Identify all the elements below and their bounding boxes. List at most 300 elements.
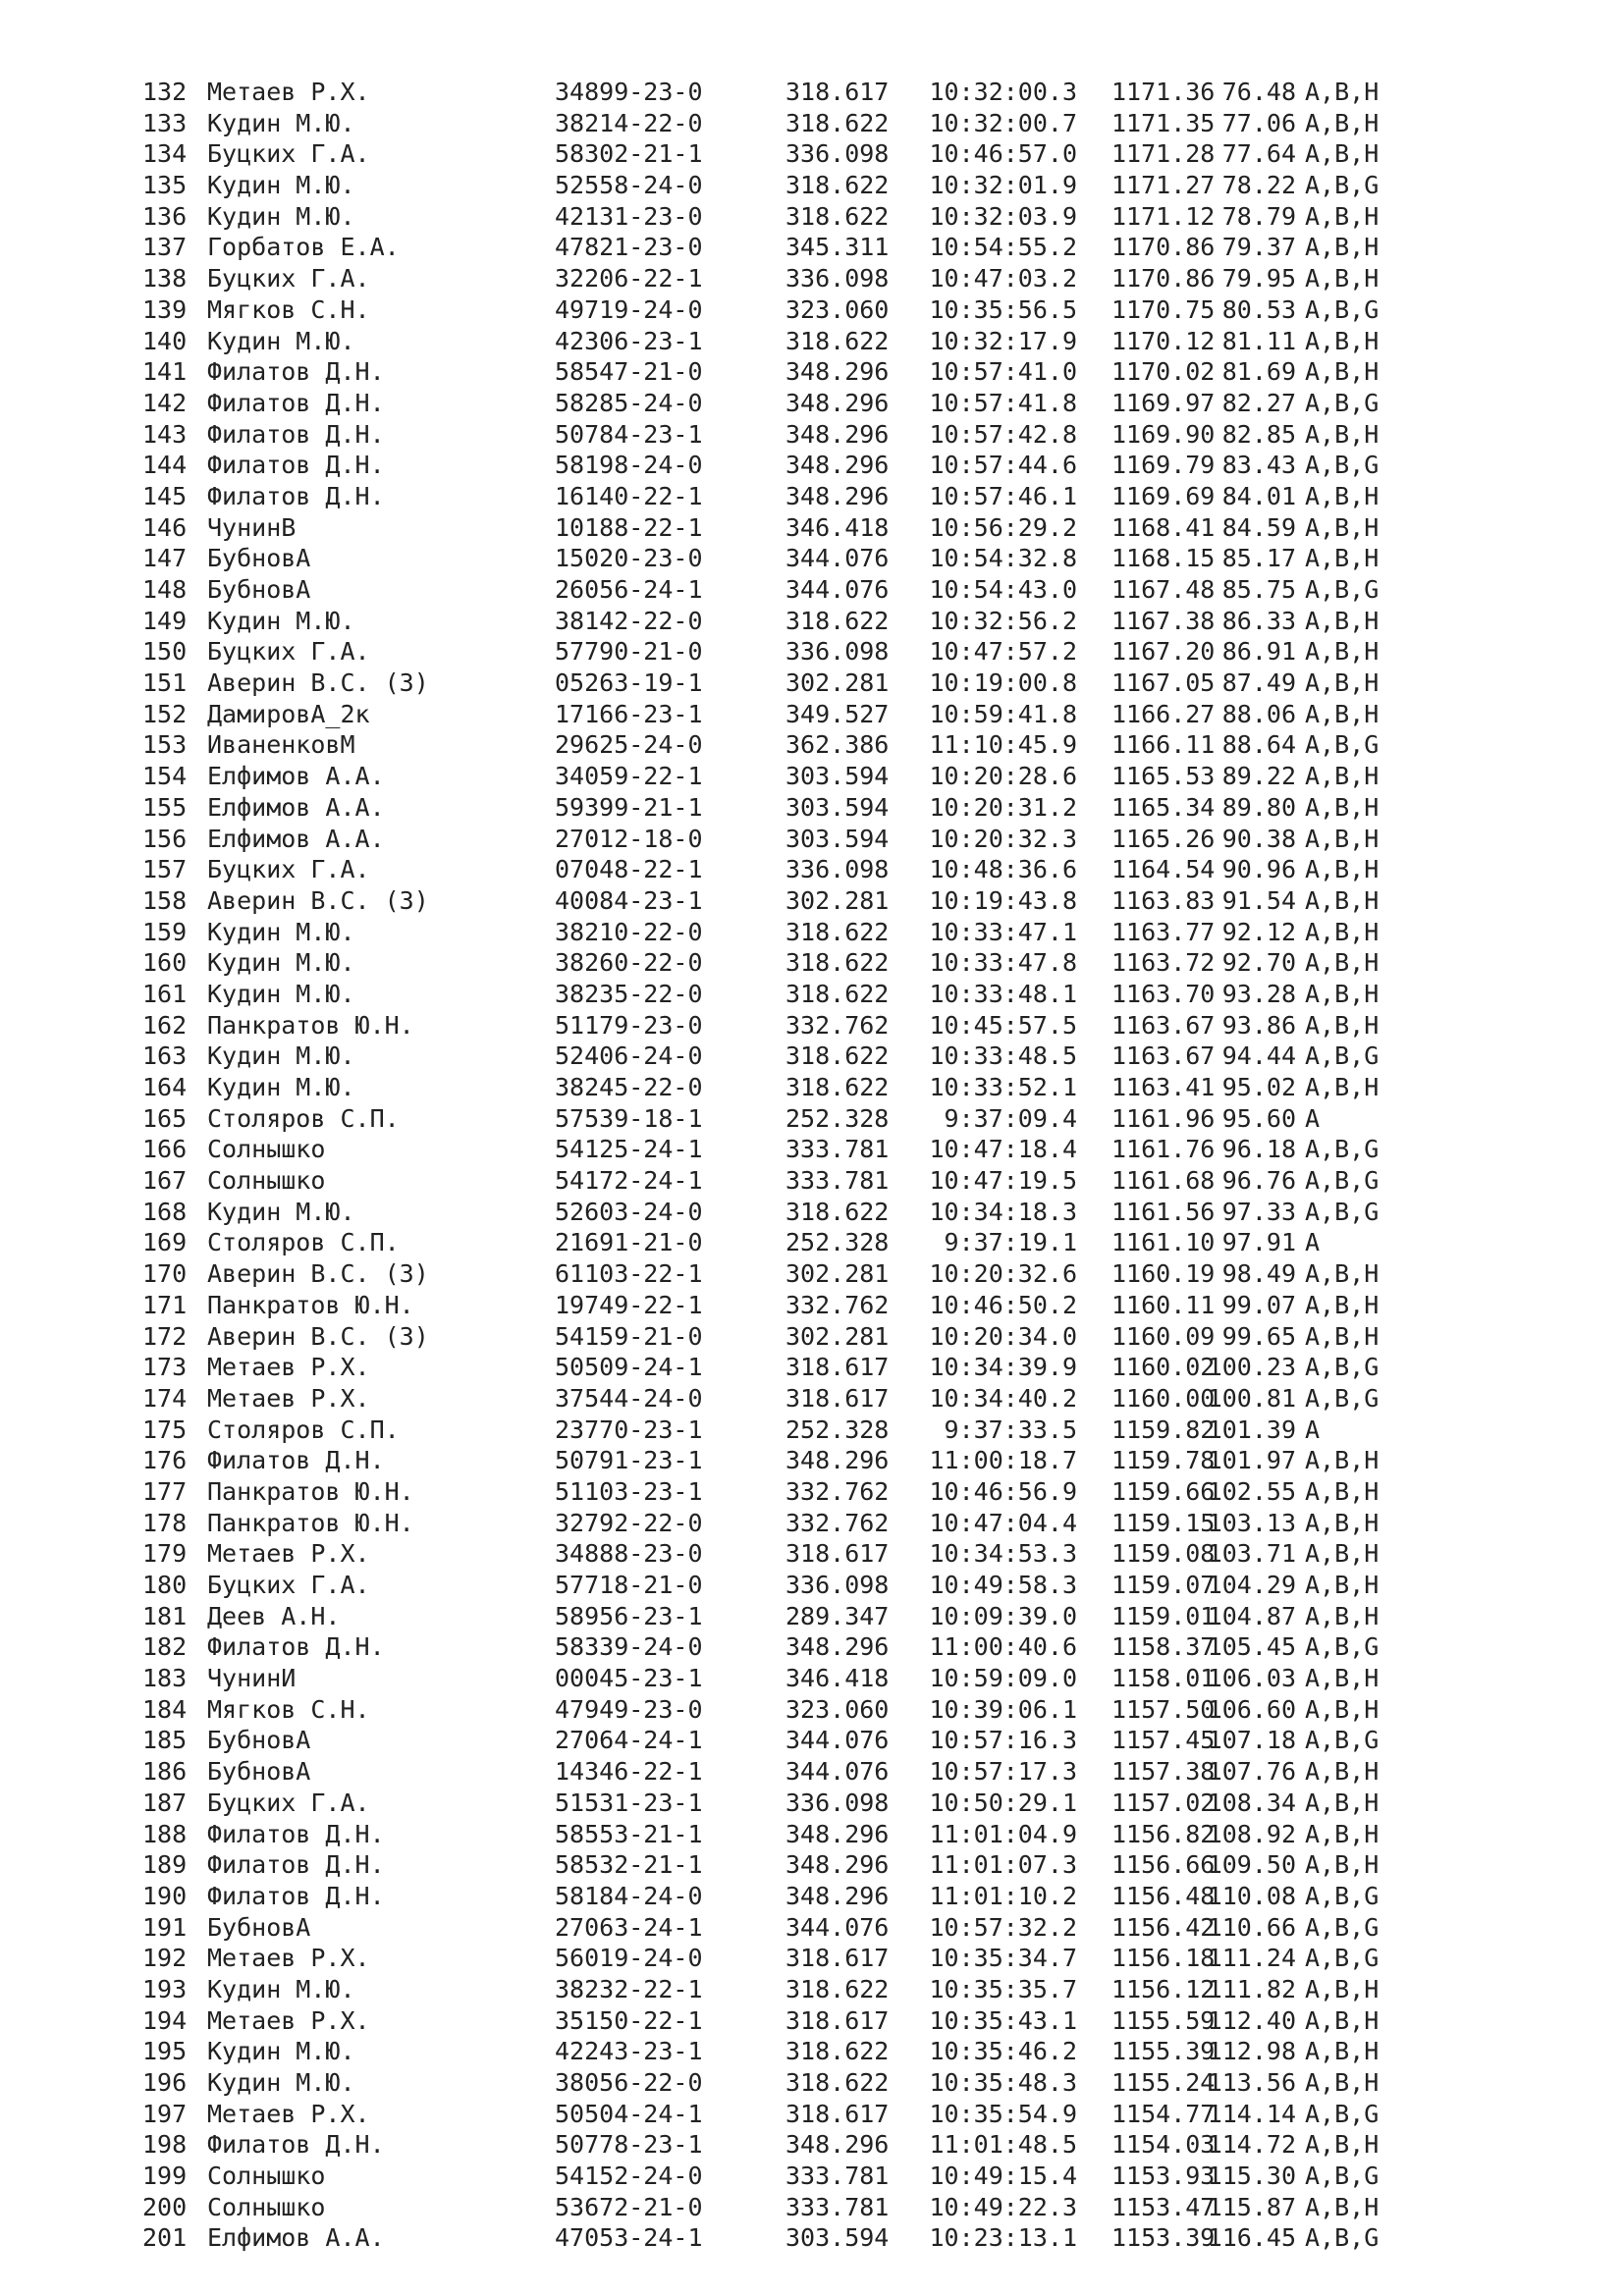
table-row bbox=[142, 419, 1448, 451]
distance: 318.622 bbox=[785, 1197, 890, 1226]
category: A,B,G bbox=[1305, 1383, 1380, 1413]
place-number: 139 bbox=[142, 294, 188, 324]
category: A,B,H bbox=[1305, 762, 1380, 791]
arrival-time: 10:20:34.0 bbox=[929, 1321, 1077, 1351]
ring-number: 58339-24-0 bbox=[555, 1632, 703, 1662]
category: A,B,H bbox=[1305, 1508, 1380, 1537]
points: 83.43 bbox=[1221, 451, 1296, 480]
speed: 1169.69 bbox=[1111, 481, 1216, 510]
distance: 318.622 bbox=[785, 171, 890, 200]
place-number: 165 bbox=[142, 1103, 188, 1133]
table-row bbox=[142, 294, 1448, 326]
ring-number: 50791-23-1 bbox=[555, 1446, 703, 1475]
distance: 332.762 bbox=[785, 1290, 890, 1319]
distance: 348.296 bbox=[785, 1819, 890, 1848]
distance: 289.347 bbox=[785, 1601, 890, 1630]
arrival-time: 10:59:41.8 bbox=[929, 699, 1077, 728]
speed: 1169.97 bbox=[1111, 388, 1216, 417]
place-number: 194 bbox=[142, 2005, 188, 2035]
arrival-time: 10:35:54.9 bbox=[929, 2099, 1077, 2128]
place-number: 172 bbox=[142, 1321, 188, 1351]
arrival-time: 10:49:15.4 bbox=[929, 2162, 1077, 2191]
distance: 336.098 bbox=[785, 1788, 890, 1817]
arrival-time: 11:00:40.6 bbox=[929, 1632, 1077, 1662]
speed: 1160.00 bbox=[1111, 1383, 1216, 1413]
arrival-time: 10:46:56.9 bbox=[929, 1476, 1077, 1506]
ring-number: 34888-23-0 bbox=[555, 1539, 703, 1569]
fancier-name: Горбатов Е.А. bbox=[207, 233, 400, 262]
table-row bbox=[142, 792, 1448, 824]
fancier-name: Аверин В.С. (3) bbox=[207, 1259, 429, 1289]
speed: 1157.50 bbox=[1111, 1694, 1216, 1724]
ring-number: 51103-23-1 bbox=[555, 1476, 703, 1506]
fancier-name: Кудин М.Ю. bbox=[207, 979, 355, 1008]
points: 100.23 bbox=[1207, 1353, 1296, 1382]
table-row bbox=[142, 1881, 1448, 1912]
distance: 333.781 bbox=[785, 1135, 890, 1164]
speed: 1156.18 bbox=[1111, 1944, 1216, 1973]
ring-number: 38235-22-0 bbox=[555, 979, 703, 1008]
ring-number: 59399-21-1 bbox=[555, 792, 703, 822]
points: 114.14 bbox=[1207, 2099, 1296, 2128]
distance: 336.098 bbox=[785, 264, 890, 294]
arrival-time: 10:35:43.1 bbox=[929, 2005, 1077, 2035]
ring-number: 56019-24-0 bbox=[555, 1944, 703, 1973]
ring-number: 58285-24-0 bbox=[555, 388, 703, 417]
place-number: 193 bbox=[142, 1974, 188, 2003]
category: A,B,G bbox=[1305, 1912, 1380, 1942]
points: 100.81 bbox=[1207, 1383, 1296, 1413]
distance: 252.328 bbox=[785, 1415, 890, 1444]
fancier-name: БубновА bbox=[207, 544, 311, 573]
distance: 362.386 bbox=[785, 730, 890, 760]
place-number: 173 bbox=[142, 1353, 188, 1382]
arrival-time: 10:47:18.4 bbox=[929, 1135, 1077, 1164]
ring-number: 05263-19-1 bbox=[555, 668, 703, 698]
table-row bbox=[142, 1849, 1448, 1881]
distance: 303.594 bbox=[785, 762, 890, 791]
fancier-name: Елфимов А.А. bbox=[207, 824, 385, 853]
speed: 1158.01 bbox=[1111, 1664, 1216, 1693]
points: 86.33 bbox=[1221, 606, 1296, 635]
category: A,B,H bbox=[1305, 885, 1380, 915]
table-row bbox=[142, 1538, 1448, 1570]
points: 87.49 bbox=[1221, 668, 1296, 698]
place-number: 160 bbox=[142, 948, 188, 978]
table-row bbox=[142, 2005, 1448, 2037]
speed: 1155.24 bbox=[1111, 2068, 1216, 2097]
distance: 318.622 bbox=[785, 979, 890, 1008]
distance: 348.296 bbox=[785, 1881, 890, 1910]
speed: 1169.79 bbox=[1111, 451, 1216, 480]
table-row bbox=[142, 201, 1448, 233]
arrival-time: 9:37:19.1 bbox=[944, 1228, 1077, 1257]
points: 85.75 bbox=[1221, 575, 1296, 604]
points: 78.22 bbox=[1221, 171, 1296, 200]
distance: 302.281 bbox=[785, 668, 890, 698]
place-number: 157 bbox=[142, 855, 188, 884]
fancier-name: Кудин М.Ю. bbox=[207, 2037, 355, 2066]
points: 84.59 bbox=[1221, 512, 1296, 542]
category: A,B,H bbox=[1305, 201, 1380, 231]
speed: 1156.42 bbox=[1111, 1912, 1216, 1942]
fancier-name: Филатов Д.Н. bbox=[207, 419, 385, 449]
table-row bbox=[142, 1725, 1448, 1756]
arrival-time: 10:35:48.3 bbox=[929, 2068, 1077, 2097]
arrival-time: 10:57:41.0 bbox=[929, 357, 1077, 387]
points: 99.07 bbox=[1221, 1290, 1296, 1319]
ring-number: 47949-23-0 bbox=[555, 1694, 703, 1724]
ring-number: 27063-24-1 bbox=[555, 1912, 703, 1942]
points: 103.13 bbox=[1207, 1508, 1296, 1537]
place-number: 170 bbox=[142, 1259, 188, 1289]
table-row bbox=[142, 1010, 1448, 1041]
distance: 318.622 bbox=[785, 948, 890, 978]
arrival-time: 10:45:57.5 bbox=[929, 1010, 1077, 1040]
fancier-name: Кудин М.Ю. bbox=[207, 1197, 355, 1226]
arrival-time: 10:35:35.7 bbox=[929, 1974, 1077, 2003]
distance: 323.060 bbox=[785, 1694, 890, 1724]
fancier-name: ДамировА_2к bbox=[207, 699, 370, 728]
distance: 346.418 bbox=[785, 512, 890, 542]
speed: 1163.67 bbox=[1111, 1010, 1216, 1040]
speed: 1166.27 bbox=[1111, 699, 1216, 728]
category: A,B,H bbox=[1305, 1819, 1380, 1848]
ring-number: 27012-18-0 bbox=[555, 824, 703, 853]
speed: 1171.12 bbox=[1111, 201, 1216, 231]
place-number: 144 bbox=[142, 451, 188, 480]
place-number: 159 bbox=[142, 917, 188, 946]
points: 110.08 bbox=[1207, 1881, 1296, 1910]
ring-number: 52558-24-0 bbox=[555, 171, 703, 200]
fancier-name: Панкратов Ю.Н. bbox=[207, 1290, 414, 1319]
place-number: 177 bbox=[142, 1476, 188, 1506]
category: A,B,H bbox=[1305, 108, 1380, 137]
place-number: 196 bbox=[142, 2068, 188, 2097]
distance: 302.281 bbox=[785, 1259, 890, 1289]
speed: 1160.19 bbox=[1111, 1259, 1216, 1289]
category: A,B,H bbox=[1305, 1664, 1380, 1693]
points: 77.06 bbox=[1221, 108, 1296, 137]
category: A,B,G bbox=[1305, 2162, 1380, 2191]
ring-number: 16140-22-1 bbox=[555, 481, 703, 510]
table-row bbox=[142, 326, 1448, 357]
fancier-name: Кудин М.Ю. bbox=[207, 606, 355, 635]
place-number: 136 bbox=[142, 201, 188, 231]
fancier-name: Аверин В.С. (3) bbox=[207, 668, 429, 698]
ring-number: 19749-22-1 bbox=[555, 1290, 703, 1319]
arrival-time: 10:20:32.6 bbox=[929, 1259, 1077, 1289]
ring-number: 57790-21-0 bbox=[555, 637, 703, 667]
distance: 318.617 bbox=[785, 2099, 890, 2128]
points: 114.72 bbox=[1207, 2130, 1296, 2160]
category: A,B,H bbox=[1305, 948, 1380, 978]
fancier-name: Буцких Г.А. bbox=[207, 1788, 370, 1817]
points: 79.95 bbox=[1221, 264, 1296, 294]
speed: 1170.02 bbox=[1111, 357, 1216, 387]
place-number: 140 bbox=[142, 326, 188, 355]
arrival-time: 11:01:48.5 bbox=[929, 2130, 1077, 2160]
arrival-time: 10:35:56.5 bbox=[929, 294, 1077, 324]
points: 86.91 bbox=[1221, 637, 1296, 667]
arrival-time: 10:57:44.6 bbox=[929, 451, 1077, 480]
place-number: 200 bbox=[142, 2192, 188, 2221]
table-row bbox=[142, 1134, 1448, 1165]
place-number: 163 bbox=[142, 1041, 188, 1071]
place-number: 164 bbox=[142, 1073, 188, 1101]
fancier-name: Филатов Д.Н. bbox=[207, 1819, 385, 1848]
ring-number: 23770-23-1 bbox=[555, 1415, 703, 1444]
table-row bbox=[142, 947, 1448, 979]
points: 91.54 bbox=[1221, 885, 1296, 915]
place-number: 189 bbox=[142, 1850, 188, 1880]
table-row bbox=[142, 1694, 1448, 1726]
category: A,B,H bbox=[1305, 264, 1380, 294]
ring-number: 38232-22-1 bbox=[555, 1974, 703, 2003]
table-row bbox=[142, 574, 1448, 606]
ring-number: 35150-22-1 bbox=[555, 2005, 703, 2035]
ring-number: 07048-22-1 bbox=[555, 855, 703, 884]
place-number: 185 bbox=[142, 1726, 188, 1755]
distance: 318.622 bbox=[785, 1041, 890, 1071]
speed: 1153.39 bbox=[1111, 2223, 1216, 2253]
place-number: 199 bbox=[142, 2162, 188, 2191]
category: A,B,H bbox=[1305, 855, 1380, 884]
ring-number: 21691-21-0 bbox=[555, 1228, 703, 1257]
speed: 1163.70 bbox=[1111, 979, 1216, 1008]
ring-number: 34899-23-0 bbox=[555, 78, 703, 106]
fancier-name: ИваненковМ bbox=[207, 730, 355, 760]
distance: 318.622 bbox=[785, 917, 890, 946]
table-row bbox=[142, 606, 1448, 637]
table-row bbox=[142, 356, 1448, 388]
arrival-time: 10:54:43.0 bbox=[929, 575, 1077, 604]
ring-number: 47821-23-0 bbox=[555, 233, 703, 262]
category: A,B,G bbox=[1305, 1197, 1380, 1226]
ring-number: 38214-22-0 bbox=[555, 108, 703, 137]
category: A,B,H bbox=[1305, 1259, 1380, 1289]
distance: 348.296 bbox=[785, 357, 890, 387]
distance: 344.076 bbox=[785, 1757, 890, 1787]
table-row bbox=[142, 1663, 1448, 1694]
fancier-name: Метаев Р.Х. bbox=[207, 1944, 370, 1973]
table-row bbox=[142, 2129, 1448, 2161]
distance: 344.076 bbox=[785, 575, 890, 604]
speed: 1165.34 bbox=[1111, 792, 1216, 822]
category: A,B,H bbox=[1305, 419, 1380, 449]
table-row bbox=[142, 2192, 1448, 2223]
fancier-name: Панкратов Ю.Н. bbox=[207, 1010, 414, 1040]
speed: 1155.39 bbox=[1111, 2037, 1216, 2066]
speed: 1165.53 bbox=[1111, 762, 1216, 791]
category: A,B,G bbox=[1305, 388, 1380, 417]
table-row bbox=[142, 1321, 1448, 1353]
distance: 348.296 bbox=[785, 1632, 890, 1662]
category: A,B,H bbox=[1305, 2005, 1380, 2035]
category: A,B,H bbox=[1305, 544, 1380, 573]
fancier-name: Елфимов А.А. bbox=[207, 762, 385, 791]
ring-number: 14346-22-1 bbox=[555, 1757, 703, 1787]
category: A,B,G bbox=[1305, 1632, 1380, 1662]
distance: 318.622 bbox=[785, 1073, 890, 1101]
category: A,B,G bbox=[1305, 1135, 1380, 1164]
fancier-name: БубновА bbox=[207, 1912, 311, 1942]
points: 94.44 bbox=[1221, 1041, 1296, 1071]
arrival-time: 10:32:17.9 bbox=[929, 326, 1077, 355]
category: A,B,H bbox=[1305, 326, 1380, 355]
points: 112.40 bbox=[1207, 2005, 1296, 2035]
ring-number: 10188-22-1 bbox=[555, 512, 703, 542]
distance: 318.617 bbox=[785, 1539, 890, 1569]
category: A,B,G bbox=[1305, 1353, 1380, 1382]
arrival-time: 10:19:43.8 bbox=[929, 885, 1077, 915]
points: 103.71 bbox=[1207, 1539, 1296, 1569]
fancier-name: Кудин М.Ю. bbox=[207, 326, 355, 355]
category: A,B,H bbox=[1305, 1290, 1380, 1319]
fancier-name: Аверин В.С. (3) bbox=[207, 1321, 429, 1351]
category: A bbox=[1305, 1415, 1321, 1444]
fancier-name: Метаев Р.Х. bbox=[207, 1383, 370, 1413]
arrival-time: 10:09:39.0 bbox=[929, 1601, 1077, 1630]
speed: 1156.12 bbox=[1111, 1974, 1216, 2003]
distance: 318.622 bbox=[785, 606, 890, 635]
ring-number: 57539-18-1 bbox=[555, 1103, 703, 1133]
points: 93.28 bbox=[1221, 979, 1296, 1008]
place-number: 143 bbox=[142, 419, 188, 449]
arrival-time: 10:47:04.4 bbox=[929, 1508, 1077, 1537]
arrival-time: 10:33:47.1 bbox=[929, 917, 1077, 946]
points: 106.03 bbox=[1207, 1664, 1296, 1693]
table-row bbox=[142, 729, 1448, 761]
points: 82.85 bbox=[1221, 419, 1296, 449]
points: 98.49 bbox=[1221, 1259, 1296, 1289]
ring-number: 58553-21-1 bbox=[555, 1819, 703, 1848]
place-number: 133 bbox=[142, 108, 188, 137]
category: A,B,H bbox=[1305, 1010, 1380, 1040]
speed: 1169.90 bbox=[1111, 419, 1216, 449]
fancier-name: Кудин М.Ю. bbox=[207, 2068, 355, 2097]
speed: 1171.28 bbox=[1111, 139, 1216, 169]
distance: 333.781 bbox=[785, 1166, 890, 1196]
fancier-name: Панкратов Ю.Н. bbox=[207, 1508, 414, 1537]
distance: 252.328 bbox=[785, 1103, 890, 1133]
place-number: 182 bbox=[142, 1632, 188, 1662]
fancier-name: Аверин В.С. (3) bbox=[207, 885, 429, 915]
ring-number: 51531-23-1 bbox=[555, 1788, 703, 1817]
arrival-time: 10:46:57.0 bbox=[929, 139, 1077, 169]
fancier-name: Солнышко bbox=[207, 2192, 326, 2221]
category: A,B,H bbox=[1305, 637, 1380, 667]
speed: 1159.08 bbox=[1111, 1539, 1216, 1569]
fancier-name: Елфимов А.А. bbox=[207, 2223, 385, 2253]
distance: 318.622 bbox=[785, 326, 890, 355]
fancier-name: Буцких Г.А. bbox=[207, 1571, 370, 1599]
distance: 318.622 bbox=[785, 201, 890, 231]
points: 90.38 bbox=[1221, 824, 1296, 853]
place-number: 179 bbox=[142, 1539, 188, 1569]
place-number: 201 bbox=[142, 2223, 188, 2253]
arrival-time: 10:19:00.8 bbox=[929, 668, 1077, 698]
table-row bbox=[142, 2161, 1448, 2192]
category: A,B,H bbox=[1305, 2037, 1380, 2066]
ring-number: 58956-23-1 bbox=[555, 1601, 703, 1630]
arrival-time: 10:20:32.3 bbox=[929, 824, 1077, 853]
category: A,B,H bbox=[1305, 668, 1380, 698]
points: 92.12 bbox=[1221, 917, 1296, 946]
arrival-time: 10:57:46.1 bbox=[929, 481, 1077, 510]
arrival-time: 11:10:45.9 bbox=[929, 730, 1077, 760]
fancier-name: Филатов Д.Н. bbox=[207, 2130, 385, 2160]
table-row bbox=[142, 979, 1448, 1010]
place-number: 162 bbox=[142, 1010, 188, 1040]
place-number: 151 bbox=[142, 668, 188, 698]
arrival-time: 10:34:40.2 bbox=[929, 1383, 1077, 1413]
fancier-name: Филатов Д.Н. bbox=[207, 481, 385, 510]
category: A,B,H bbox=[1305, 481, 1380, 510]
arrival-time: 10:32:00.7 bbox=[929, 108, 1077, 137]
arrival-time: 10:57:16.3 bbox=[929, 1726, 1077, 1755]
points: 105.45 bbox=[1207, 1632, 1296, 1662]
ring-number: 58532-21-1 bbox=[555, 1850, 703, 1880]
ring-number: 58184-24-0 bbox=[555, 1881, 703, 1910]
arrival-time: 11:01:07.3 bbox=[929, 1850, 1077, 1880]
category: A,B,H bbox=[1305, 78, 1380, 106]
category: A,B,H bbox=[1305, 606, 1380, 635]
speed: 1164.54 bbox=[1111, 855, 1216, 884]
distance: 303.594 bbox=[785, 2223, 890, 2253]
fancier-name: Метаев Р.Х. bbox=[207, 1353, 370, 1382]
arrival-time: 10:33:48.1 bbox=[929, 979, 1077, 1008]
points: 89.80 bbox=[1221, 792, 1296, 822]
distance: 303.594 bbox=[785, 824, 890, 853]
arrival-time: 10:20:28.6 bbox=[929, 762, 1077, 791]
category: A,B,H bbox=[1305, 2068, 1380, 2097]
points: 88.06 bbox=[1221, 699, 1296, 728]
table-row bbox=[142, 1601, 1448, 1632]
ring-number: 42243-23-1 bbox=[555, 2037, 703, 2066]
arrival-time: 10:50:29.1 bbox=[929, 1788, 1077, 1817]
category: A,B,G bbox=[1305, 1041, 1380, 1071]
points: 112.98 bbox=[1207, 2037, 1296, 2066]
speed: 1160.09 bbox=[1111, 1321, 1216, 1351]
category: A,B,G bbox=[1305, 171, 1380, 200]
place-number: 184 bbox=[142, 1694, 188, 1724]
speed: 1171.36 bbox=[1111, 78, 1216, 106]
category: A,B,H bbox=[1305, 2192, 1380, 2221]
category: A,B,H bbox=[1305, 979, 1380, 1008]
distance: 318.622 bbox=[785, 108, 890, 137]
place-number: 169 bbox=[142, 1228, 188, 1257]
points: 115.30 bbox=[1207, 2162, 1296, 2191]
arrival-time: 10:46:50.2 bbox=[929, 1290, 1077, 1319]
category: A,B,G bbox=[1305, 730, 1380, 760]
points: 110.66 bbox=[1207, 1912, 1296, 1942]
arrival-time: 10:20:31.2 bbox=[929, 792, 1077, 822]
table-row bbox=[142, 512, 1448, 544]
fancier-name: Филатов Д.Н. bbox=[207, 1446, 385, 1475]
arrival-time: 10:34:39.9 bbox=[929, 1353, 1077, 1382]
arrival-time: 10:23:13.1 bbox=[929, 2223, 1077, 2253]
table-row bbox=[142, 1508, 1448, 1539]
table-row bbox=[142, 108, 1448, 139]
fancier-name: Буцких Г.А. bbox=[207, 264, 370, 294]
fancier-name: БубновА bbox=[207, 1726, 311, 1755]
place-number: 142 bbox=[142, 388, 188, 417]
ring-number: 53672-21-0 bbox=[555, 2192, 703, 2221]
place-number: 141 bbox=[142, 357, 188, 387]
points: 82.27 bbox=[1221, 388, 1296, 417]
points: 96.18 bbox=[1221, 1135, 1296, 1164]
